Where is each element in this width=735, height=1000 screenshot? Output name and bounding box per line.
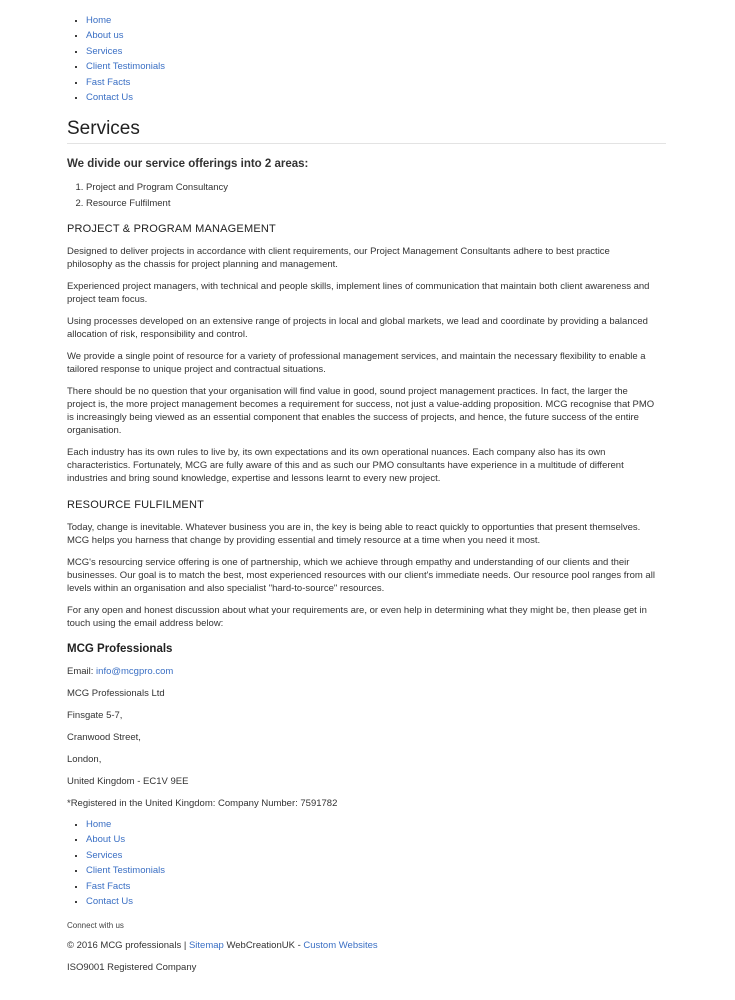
- footer-nav-item-testimonials: [86, 863, 165, 878]
- intro-heading: We divide our service offerings into 2 areas:: [67, 158, 309, 170]
- paragraph: Each industry has its own rules to live by, its own expectations and its own operational nuances. Each company also has its own characteristics. Fortunately, MCG are fully aware of this and as such our PMO consultants have experience in a multitude of different industries and bring sound knowledge, expertise and lessons learnt to every new project.: [67, 447, 624, 484]
- title-divider: [67, 143, 666, 144]
- address-line-2: Cranwood Street,: [67, 732, 141, 743]
- page-title: Services: [67, 118, 140, 139]
- copyright-text: © 2016 MCG professionals: [67, 940, 182, 951]
- top-nav-link-services[interactable]: Services: [86, 45, 123, 57]
- top-nav-link-fast-facts[interactable]: Fast Facts: [86, 76, 131, 88]
- service-areas-list: [67, 180, 228, 211]
- footer-nav: [67, 817, 165, 909]
- credit-text: WebCreationUK: [226, 940, 295, 951]
- copyright-line: [67, 939, 378, 952]
- paragraph: For any open and honest discussion about what your requirements are, or even help in determining what they might be, then please get in touch using the email address below:: [67, 605, 647, 629]
- iso-note: ISO9001 Registered Company: [67, 962, 197, 973]
- email-line: [67, 665, 173, 678]
- address-city: London,: [67, 754, 102, 765]
- address-country: United Kingdom - EC1V 9EE: [67, 776, 189, 787]
- credit-dash: -: [297, 940, 301, 951]
- top-nav-link-testimonials[interactable]: Client Testimonials: [86, 61, 166, 73]
- footer-nav-link-services[interactable]: Services: [86, 849, 123, 861]
- footer-nav-item-services: [86, 848, 165, 863]
- paragraph: Using processes developed on an extensive range of projects in local and global markets, we lead and coordinate by providing a balanced allocation of risk, responsibility and control.: [67, 316, 648, 340]
- top-nav: [67, 13, 165, 105]
- connect-label: Connect with us: [67, 921, 124, 930]
- top-nav-link-about[interactable]: About us: [86, 30, 124, 42]
- top-nav-link-home[interactable]: Home: [86, 15, 112, 26]
- company-name: MCG Professionals Ltd: [67, 688, 165, 699]
- paragraph: Today, change is inevitable. Whatever business you are in, the key is being able to react quickly to opportunties that present themselves. MCG helps you harness that change by providing essential and timely resource at a time when you need it most.: [67, 522, 641, 546]
- footer-nav-item-about: [86, 832, 165, 847]
- paragraph: MCG's resourcing service offering is one of partnership, which we achieve through empathy and understanding of our clients and their businesses. Our goal is to match the best, most experienced resources with our client's immediate needs. Our resource pool ranges from all levels within an organisation and also specialist "hard-to-source" resources.: [67, 557, 655, 594]
- address-line-1: Finsgate 5-7,: [67, 710, 123, 721]
- registration-note: *Registered in the United Kingdom: Company Number: 7591782: [67, 798, 338, 809]
- email-link[interactable]: info@mcgpro.com: [96, 666, 174, 677]
- paragraph: Designed to deliver projects in accordance with client requirements, our Project Management Consultants adhere to best practice philosophy as the chassis for project planning and management.: [67, 246, 610, 270]
- paragraph: We provide a single point of resource for a variety of professional management services, and maintain the necessary flexibility to enable a tailored response to unique project and contractual situations.: [67, 351, 646, 375]
- paragraph: There should be no question that your organisation will find value in good, sound project management practices. In fact, the larger the project is, the more project management becomes a requirement for success, not just a value-adding proposition. MCG recognise that PMO is increasingly being viewed as an essential component that enables the success of projects, and hence, the future success of the entire organisation.: [67, 386, 655, 436]
- footer-nav-link-contact[interactable]: Contact Us: [86, 895, 133, 907]
- footer-separator: |: [183, 940, 187, 951]
- service-area-item: 2. Resource Fulfilment: [86, 196, 228, 212]
- footer-nav-link-fast-facts[interactable]: Fast Facts: [86, 880, 131, 892]
- top-nav-item-about: [86, 28, 165, 43]
- footer-nav-link-testimonials[interactable]: Client Testimonials: [86, 865, 166, 877]
- section-heading-project-management: PROJECT & PROGRAM MANAGEMENT: [67, 223, 276, 235]
- top-nav-item-services: [86, 44, 165, 59]
- footer-nav-link-home[interactable]: Home: [86, 819, 112, 830]
- email-label: Email:: [67, 666, 97, 677]
- top-nav-item-fast-facts: [86, 75, 165, 90]
- footer-nav-item-fast-facts: [86, 879, 165, 894]
- contact-heading: MCG Professionals: [67, 643, 173, 655]
- sitemap-link[interactable]: Sitemap: [188, 940, 224, 951]
- footer-nav-item-contact: [86, 894, 165, 909]
- service-area-item: 1. Project and Program Consultancy: [86, 180, 228, 196]
- paragraph: Experienced project managers, with technical and people skills, implement lines of communication that maintain both client awareness and project team focus.: [67, 281, 650, 305]
- top-nav-item-testimonials: [86, 59, 165, 74]
- footer-nav-item-home: [86, 817, 165, 832]
- section-heading-resource-fulfilment: RESOURCE FULFILMENT: [67, 499, 205, 511]
- top-nav-item-home: [86, 13, 165, 28]
- top-nav-item-contact: [86, 90, 165, 105]
- footer-nav-link-about[interactable]: About Us: [86, 834, 126, 846]
- top-nav-link-contact[interactable]: Contact Us: [86, 91, 133, 103]
- custom-websites-link[interactable]: Custom Websites: [303, 940, 378, 951]
